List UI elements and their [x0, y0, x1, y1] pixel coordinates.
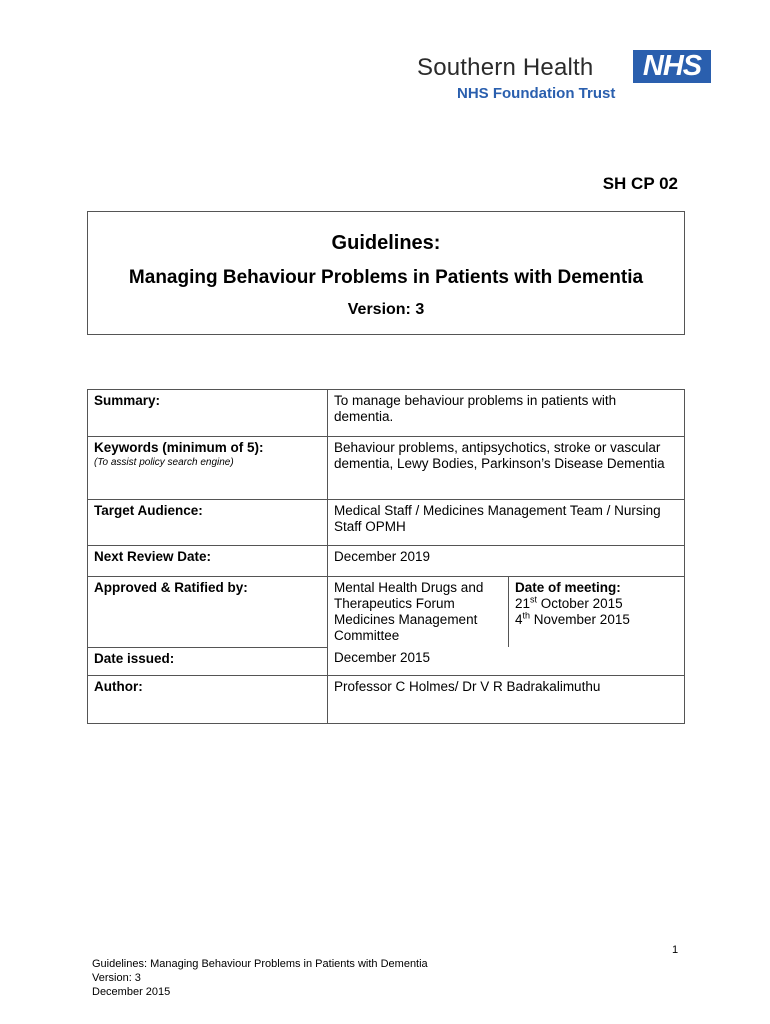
review-label: Next Review Date:	[88, 546, 328, 577]
summary-value: To manage behaviour problems in patients with dementia.	[328, 390, 685, 437]
footer	[92, 957, 428, 999]
footer-version: Version: 3	[92, 972, 141, 984]
meeting-date-2: 4th November 2015	[515, 610, 630, 627]
meeting-cell	[509, 577, 685, 648]
table-row	[88, 675, 685, 723]
keywords-note: (To assist policy search engine)	[94, 457, 234, 468]
meeting-date-1: 21st October 2015	[515, 594, 623, 611]
document-info-table	[87, 389, 685, 724]
nhs-logo	[417, 50, 712, 104]
footer-title: Guidelines: Managing Behaviour Problems in Patients with Dementia	[92, 958, 428, 970]
issued-label: Date issued:	[88, 647, 328, 675]
author-value: Professor C Holmes/ Dr V R Badrakalimuthu	[328, 675, 685, 723]
table-row	[88, 647, 685, 675]
approved-value: Mental Health Drugs and Therapeutics Forum Medicines Management Committee	[328, 577, 509, 648]
keywords-label-cell	[88, 437, 328, 500]
summary-label: Summary:	[88, 390, 328, 437]
footer-date: December 2015	[92, 986, 171, 998]
table-row	[88, 546, 685, 577]
document-code: SH CP 02	[602, 174, 678, 193]
logo-org-name: Southern Health	[417, 54, 594, 81]
audience-label: Target Audience:	[88, 500, 328, 546]
issued-value: December 2015	[328, 647, 685, 675]
table-row	[88, 500, 685, 546]
meeting-label: Date of meeting:	[515, 580, 621, 595]
approved-label: Approved & Ratified by:	[88, 577, 328, 648]
review-value: December 2019	[328, 546, 685, 577]
keywords-label: Keywords (minimum of 5):	[94, 440, 264, 455]
author-label: Author:	[88, 675, 328, 723]
title-heading: Guidelines:	[331, 232, 441, 254]
table-row	[88, 390, 685, 437]
nhs-badge: NHS	[633, 50, 711, 83]
title-subject: Managing Behaviour Problems in Patients with Dementia	[128, 267, 644, 288]
table-row	[88, 577, 685, 648]
table-row	[88, 437, 685, 500]
audience-value: Medical Staff / Medicines Management Team / Nursing Staff OPMH	[328, 500, 685, 546]
title-box	[87, 211, 685, 335]
keywords-value: Behaviour problems, antipsychotics, stroke or vascular dementia, Lewy Bodies, Parkinson’s Disease Dementia	[328, 437, 685, 500]
page-number: 1	[672, 944, 679, 956]
title-version: Version: 3	[347, 301, 425, 318]
logo-trust-name: NHS Foundation Trust	[457, 85, 616, 102]
